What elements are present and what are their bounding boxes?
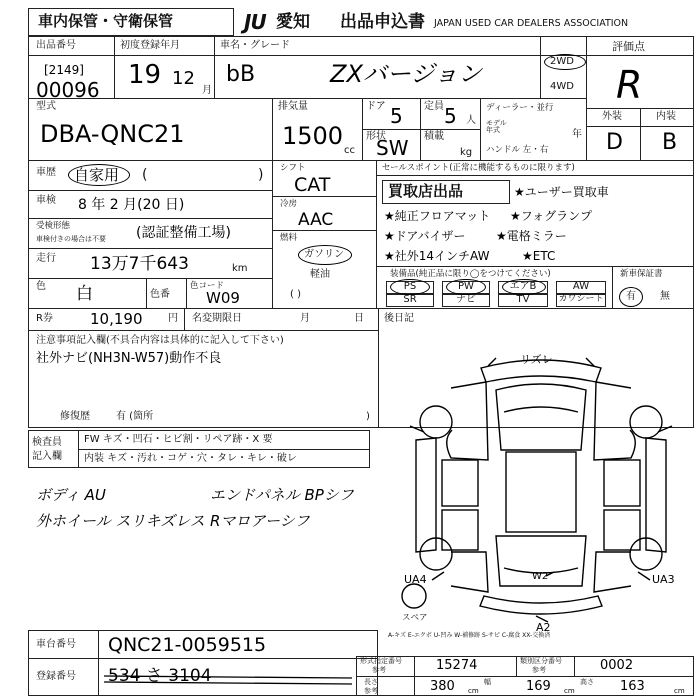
color-code-label: 色コード <box>190 281 225 291</box>
equipment-circle-pw <box>446 279 486 295</box>
model-value: DBA-QNC21 <box>40 120 185 148</box>
capacity-label: 定員 <box>424 101 444 112</box>
equipment-label: 装備品(純正品に限り◯をつけてください) <box>390 269 551 279</box>
registration-strike <box>100 662 360 692</box>
interior-grade: B <box>662 130 678 155</box>
lot-number-label: 出品番号 <box>36 40 76 51</box>
sales-item: ★純正フロアマット <box>384 209 491 223</box>
row-line <box>28 278 272 279</box>
equipment-circle-airbag <box>502 279 546 295</box>
mileage-label: 走行 <box>36 253 56 264</box>
damage-label-front: リズレ <box>520 353 553 366</box>
recycle-unit: 円 <box>168 313 178 324</box>
load-label: 積載 <box>424 131 444 142</box>
row-line <box>28 308 694 309</box>
equipment-item: PW <box>442 281 490 294</box>
row-line <box>376 175 694 176</box>
reg-month: 12 <box>172 68 195 89</box>
row-line <box>272 196 376 197</box>
col-line <box>586 36 587 160</box>
org-name: 愛知 <box>276 12 310 32</box>
warranty-label: 新車保証書 <box>620 269 663 279</box>
damage-label-rear: A2 <box>536 621 551 634</box>
col-line <box>378 308 379 428</box>
mileage-value: 13万7千643 <box>90 254 189 274</box>
history-paren-close: ) <box>258 167 264 183</box>
inspection-form-label: 受検形態 <box>36 221 71 231</box>
car-name-label: 車名・グレード <box>220 40 290 51</box>
storage-title: 車内保管・守衛保管 <box>38 12 174 30</box>
mileage-unit: km <box>232 263 248 274</box>
equipment-item: ナビ <box>442 294 490 307</box>
row-line <box>28 248 272 249</box>
length-value: 380 <box>430 679 455 694</box>
length-label: 長さ <box>364 678 378 686</box>
sales-item: ★電格ミラー <box>496 229 567 243</box>
equipment-item: カワシート <box>556 294 606 307</box>
row-line <box>28 658 378 659</box>
equipment-circle-ps <box>390 279 430 295</box>
class-label: 類別区分番号 <box>520 657 562 665</box>
col-line <box>146 278 147 308</box>
sales-item: ★ドアバイザー <box>384 229 466 243</box>
registration-value: 534 さ 3104 <box>108 666 212 686</box>
displacement-unit: cc <box>344 145 355 156</box>
sales-item: ★ETC <box>522 249 556 263</box>
col-line <box>540 36 541 98</box>
ju-logo: JU <box>244 10 266 34</box>
row-line <box>28 55 694 56</box>
inspection-form-value: (認証整備工場) <box>136 225 231 241</box>
sales-item: ★社外14インチAW <box>384 249 490 263</box>
sales-item: ★フォグランプ <box>510 209 593 223</box>
col-line <box>114 36 115 98</box>
chassis-value: QNC21-0059515 <box>108 634 267 656</box>
history-value: 自家用 <box>74 166 120 184</box>
col-line <box>574 656 575 676</box>
shift-label: シフト <box>280 163 306 173</box>
color-code-value: W09 <box>206 289 240 307</box>
reg-year: 19 <box>128 60 162 90</box>
eval-label: 評価点 <box>612 40 645 53</box>
car-name: bB <box>226 62 256 87</box>
inspector-label: 検査員 記入欄 <box>32 437 62 462</box>
repair-history-value: 有 (箇所 <box>116 411 154 422</box>
fuel-gasoline: ガソリン <box>304 249 344 260</box>
row-line <box>28 190 272 191</box>
row-line <box>272 230 376 231</box>
name-change-label: 名変期限日 <box>192 313 242 324</box>
after-notes-label: 後日記 <box>384 313 414 324</box>
history-paren-open: ( <box>142 167 148 183</box>
exterior-label: 外装 <box>602 111 622 122</box>
name-change-day: 日 <box>354 313 364 324</box>
equipment-item: AW <box>556 281 606 294</box>
registration-label: 登録番号 <box>36 671 76 682</box>
recycle-label: R券 <box>36 313 53 324</box>
inspector-row-exterior: FW キズ・凹石・ヒビ割・リペア跡・X 要 <box>84 434 273 445</box>
row-line <box>362 129 480 130</box>
association-english: JAPAN USED CAR DEALERS ASSOCIATION <box>434 18 629 29</box>
interior-label: 内装 <box>656 111 676 122</box>
height-unit: cm <box>674 687 685 695</box>
cooling-label: 冷房 <box>280 199 298 209</box>
row-line <box>28 160 694 161</box>
fuel-gasoline-circle <box>298 245 352 265</box>
col-line <box>272 160 273 308</box>
col-line <box>184 308 185 330</box>
damage-label-right-rear: UA3 <box>652 573 675 586</box>
history-label: 車歴 <box>36 167 56 178</box>
col-line <box>640 108 641 160</box>
model-year-label: モデル 年式 <box>486 119 507 134</box>
color-label: 色 <box>36 281 46 292</box>
col-line <box>272 98 273 160</box>
notes-body: 社外ナビ(NH3N-W57)動作不良 <box>36 351 222 366</box>
dealer-label: ディーラー・並行 <box>486 103 554 113</box>
sales-points-label: セールスポイント(正常に機能するものに限ります) <box>382 163 575 173</box>
capacity-value: 5 <box>444 104 457 128</box>
type-spec-value: 15274 <box>436 658 478 673</box>
history-circle <box>68 164 130 186</box>
recycle-value: 10,190 <box>90 310 143 328</box>
col-line <box>480 98 481 160</box>
col-line <box>414 656 415 696</box>
col-line <box>214 36 215 98</box>
handle-label: ハンドル 左・右 <box>486 145 549 155</box>
repair-history-close: ) <box>366 411 370 422</box>
buyer-stamp-text: 買取店出品 <box>388 182 464 200</box>
inspector-row-interior: 内装 キズ・汚れ・コゲ・穴・タレ・キレ・破レ <box>84 453 297 464</box>
color-number-label: 色番 <box>150 289 170 300</box>
drive-4wd: 4WD <box>550 81 574 92</box>
displacement-label: 排気量 <box>278 101 308 112</box>
class-value: 0002 <box>600 658 634 673</box>
first-reg-label: 初度登録年月 <box>120 40 180 51</box>
load-unit: kg <box>460 147 473 158</box>
length-ref: 参考 <box>364 687 378 695</box>
inspection-form-note: 車検付きの場合は不要 <box>36 235 106 243</box>
damage-label-center: W2 <box>532 571 549 582</box>
spare-tire-label: スペア <box>402 613 428 623</box>
col-line <box>376 160 377 308</box>
equipment-item: エアB <box>498 281 548 294</box>
warranty-yes: 有 <box>626 291 636 302</box>
equipment-item: TV <box>498 294 548 307</box>
fuel-other: ( ) <box>290 289 301 300</box>
col-line <box>612 266 613 308</box>
color-value: 白 <box>76 284 93 304</box>
eval-score: R <box>616 63 643 107</box>
row-line <box>78 449 370 450</box>
reg-month-suffix: 月 <box>202 85 212 96</box>
length-unit: cm <box>468 687 479 695</box>
fuel-label: 燃料 <box>280 233 298 243</box>
width-unit: cm <box>564 687 575 695</box>
type-spec-ref: 参考 <box>372 666 386 674</box>
warranty-no: 無 <box>660 291 670 302</box>
exterior-grade: D <box>606 130 623 155</box>
displacement-value: 1500 <box>282 122 344 150</box>
row-line <box>356 676 694 677</box>
form-title: 出品申込書 <box>340 12 425 32</box>
car-damage-diagram <box>396 340 686 630</box>
type-spec-label: 形式指定番号 <box>360 657 402 665</box>
class-ref: 参考 <box>532 666 546 674</box>
col-line <box>186 278 187 308</box>
lot-bracket: [2149] <box>44 63 84 77</box>
repair-history-label: 修復歴 <box>60 411 90 422</box>
fuel-diesel: 軽油 <box>310 269 330 280</box>
height-label: 高さ <box>580 678 594 686</box>
row-line <box>28 98 586 99</box>
row-line <box>28 218 272 219</box>
grade: ZXバージョン <box>330 60 482 88</box>
cooling-value: AAC <box>298 210 334 230</box>
inspection-value: 8 年 2 月(20 日) <box>78 197 185 213</box>
model-label: 型式 <box>36 101 56 112</box>
equipment-item: PS <box>386 281 434 294</box>
row-line <box>376 266 694 267</box>
inspection-label: 車検 <box>36 195 56 206</box>
col-line <box>98 630 99 696</box>
damage-label-left-rear: UA4 <box>404 573 427 586</box>
shape-value: SW <box>376 136 409 160</box>
door-value: 5 <box>390 104 403 128</box>
notes-title: 注意事項記入欄(不具合内容は具体的に記入して下さい) <box>36 335 284 346</box>
inspector-comment: エンドパネル BPシフ <box>210 486 354 504</box>
col-line <box>516 656 517 676</box>
inspector-comment: Rマロアーシフ <box>210 512 310 530</box>
shape-label: 形状 <box>366 131 386 142</box>
warranty-yes-circle <box>619 287 643 307</box>
model-year-suffix: 年 <box>572 129 582 140</box>
sales-item: ★ユーザー買取車 <box>514 185 609 199</box>
name-change-month: 月 <box>300 313 310 324</box>
row-line <box>28 330 378 331</box>
drive-2wd: 2WD <box>550 56 574 67</box>
equipment-item: SR <box>386 294 434 307</box>
inspector-comment: 外ホイール スリキズレス <box>36 512 205 530</box>
inspector-comment: ボディ AU <box>36 486 106 504</box>
width-value: 169 <box>526 679 551 694</box>
lot-number: 00096 <box>36 78 100 102</box>
shift-value: CAT <box>294 174 331 196</box>
width-label: 幅 <box>484 678 491 686</box>
capacity-unit: 人 <box>466 115 476 126</box>
damage-legend: A-キズ E-エクボ U-凹み W-補修跡 S-サビ C-腐食 XX-交換済 <box>388 632 551 639</box>
chassis-label: 車台番号 <box>36 639 76 650</box>
door-label: ドア <box>366 101 386 112</box>
height-value: 163 <box>620 679 645 694</box>
